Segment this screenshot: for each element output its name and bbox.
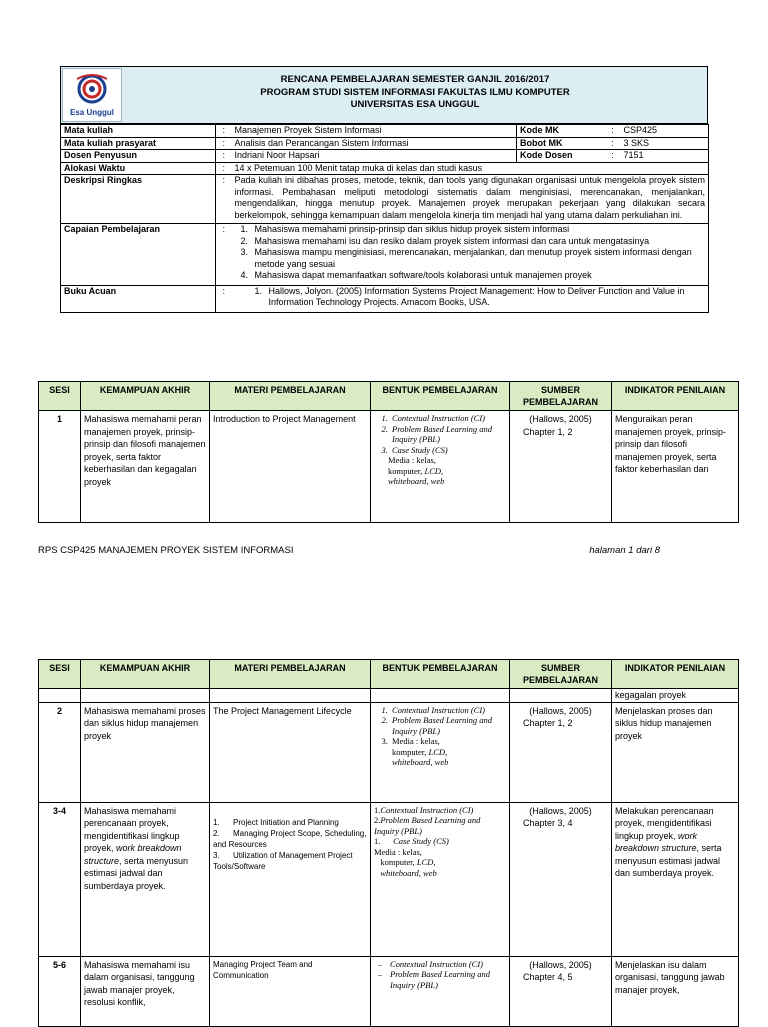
capaian-item: 2. Mahasiswa memahami isu dan resiko dalam proyek sistem informasi dan cara untuk mengatasinya [251, 236, 706, 248]
materi-cell: Managing Project Team and Communication [210, 956, 371, 1026]
info-row-capaian: Capaian Pembelajaran : 1. Mahasiswa memahami prinsip-prinsip dan siklus hidup proyek sistem informasi 2. Mahasiswa memahami isu dan resiko dalam proyek sistem informasi dan cara untuk mengatasinya 3. Mahasiswa mampu menginisiasi, merencanakan, menjalankan, dan menutup proyek sistem informasi dengan metode yang sesuai 4. Mahasiswa dapat memanfaatkan software/tools kolaborasi untuk manajemen proyek [61, 224, 709, 286]
capaian-item: 1. Mahasiswa memahami prinsip-prinsip dan siklus hidup proyek sistem informasi [251, 224, 706, 236]
esa-unggul-logo-icon [63, 69, 121, 121]
materi-cell: The Project Management Lifecycle [210, 702, 371, 802]
header-indikator: INDIKATOR PENILAIAN [612, 660, 739, 689]
buku-list [235, 286, 706, 309]
header-sumber: SUMBER PEMBELAJARAN [510, 382, 612, 411]
sumber-cell: (Hallows, 2005) Chapter 3, 4 [510, 802, 612, 956]
capaian-list [235, 224, 706, 282]
bentuk-list [374, 705, 506, 768]
sesi-number: 3-4 [39, 802, 81, 956]
bentuk-cell [371, 702, 510, 802]
university-logo [62, 68, 122, 122]
info-row-prasyarat: Mata kuliah prasyarat : Analisis dan Perancangan Sistem Informasi Bobot MK : 3 SKS [61, 137, 709, 150]
bentuk-list: 1.Contextual Instruction (CI) 2.Problem Based Learning and Inquiry (PBL) 1. Case Study (CS) [374, 804, 481, 846]
bentuk-list [374, 413, 506, 455]
sesi-table-header [39, 382, 739, 411]
course-info-table [60, 124, 709, 313]
bentuk-item: – Contextual Instruction (CI) [390, 959, 506, 970]
indikator-cell: Menjelaskan proses dan siklus hidup manajemen proyek [612, 702, 739, 802]
capaian-label: Capaian Pembelajaran [61, 224, 216, 286]
sesi-number: 1 [39, 411, 81, 523]
table-row [39, 702, 739, 802]
sesi-number: 2 [39, 702, 81, 802]
materi-item: 1. Project Initiation and Planning [213, 817, 339, 827]
sumber-cell: (Hallows, 2005) Chapter 4, 5 [510, 956, 612, 1026]
header-sesi: SESI [39, 382, 81, 411]
table-row-continuation [39, 689, 739, 703]
mata-kuliah-value: Manajemen Proyek Sistem Informasi [232, 125, 517, 138]
table-row [39, 956, 739, 1026]
header-kemampuan: KEMAMPUAN AKHIR [81, 660, 210, 689]
header-materi: MATERI PEMBELAJARAN [210, 660, 371, 689]
materi-cell [210, 802, 371, 956]
footer-page-number: halaman 1 dari 8 [589, 545, 660, 556]
capaian-item: 3. Mahasiswa mampu menginisiasi, merencanakan, menjalankan, dan menutup proyek sistem informasi dengan metode yang sesuai [251, 247, 706, 270]
header-indikator: INDIKATOR PENILAIAN [612, 382, 739, 411]
table-row [39, 802, 739, 956]
deskripsi-label: Deskripsi Ringkas [61, 175, 216, 224]
bentuk-item: 1. Contextual Instruction (CI) [390, 413, 506, 424]
sumber-cell: (Hallows, 2005) Chapter 1, 2 [510, 702, 612, 802]
page-footer [38, 545, 730, 556]
sesi-number: 5-6 [39, 956, 81, 1026]
materi-item: 3. Utilization of Management Project Tools/Software [213, 850, 353, 871]
buku-cell [232, 285, 709, 312]
capaian-item: 4. Mahasiswa dapat memanfaatkan software/tools kolaborasi untuk manajemen proyek [251, 270, 706, 282]
deskripsi-value: Pada kuliah ini dibahas proses, metode, teknik, dan tools yang digunakan organisasi untuk mengelola proyek sistem informasi. Pembahasan meliputi metodologi sistematis dalam menginisiasi, merencanakan, menjalankan, mengendalikan, hingga menutup proyek. Manajemen proyek merupakan pekerjaan yang dilakukan secara berkelompok, sehingga kemampuan dalam mengelola kinerja tim menjadi hal yang utama dalam perkuliahan ini. [232, 175, 709, 224]
indikator-cell: Menguraikan peran manajemen proyek, prinsip-prinsip dan filosofi manajemen proyek, serta faktor keberhasilan dan [612, 411, 739, 523]
footer-course: RPS CSP425 MANAJEMEN PROYEK SISTEM INFORMASI [38, 545, 294, 556]
bentuk-item: 2. Problem Based Learning and Inquiry (PBL) [390, 424, 506, 445]
media-text: Media : kelas, komputer, LCD, whiteboard, web [374, 846, 437, 878]
bentuk-list [374, 959, 506, 991]
bobot-label: Bobot MK [517, 137, 605, 150]
prasyarat-value: Analisis dan Perancangan Sistem Informasi [232, 137, 517, 150]
info-row-dosen: Dosen Penyusun : Indriani Noor Hapsari Kode Dosen : 7151 [61, 150, 709, 163]
header-bentuk: BENTUK PEMBELAJARAN [371, 660, 510, 689]
kemampuan-cell: Mahasiswa memahami proses dan siklus hidup manajemen proyek [81, 702, 210, 802]
dosen-label: Dosen Penyusun [61, 150, 216, 163]
bentuk-cell [371, 802, 510, 956]
bentuk-cell [371, 411, 510, 523]
sumber-cell: (Hallows, 2005) Chapter 1, 2 [510, 411, 612, 523]
indikator-cell: Menjelaskan isu dalam organisasi, tanggung jawab manajer proyek, [612, 956, 739, 1026]
materi-cell: Introduction to Project Management [210, 411, 371, 523]
alokasi-label: Alokasi Waktu [61, 162, 216, 175]
bentuk-item: 2. Problem Based Learning and Inquiry (PBL) [390, 715, 506, 736]
buku-item: 1. Hallows, Jolyon. (2005) Information Systems Project Management: How to Deliver Function and Value in Information Technology Projects. Amacom Books, USA. [265, 286, 706, 309]
info-row-deskripsi: Deskripsi Ringkas : Pada kuliah ini dibahas proses, metode, teknik, dan tools yang digunakan organisasi untuk mengelola proyek sistem informasi. Pembahasan meliputi metodologi sistematis dalam menginisiasi, merencanakan, menjalankan, mengendalikan, hingga menutup proyek. Manajemen proyek merupakan pekerjaan yang dilakukan secara berkelompok, sehingga kemampuan dalam mengelola kinerja tim menjadi hal yang utama dalam perkuliahan ini. [61, 175, 709, 224]
header-bentuk: BENTUK PEMBELAJARAN [371, 382, 510, 411]
sesi-table-page-2 [38, 659, 739, 1027]
bentuk-item: 3. Case Study (CS) [390, 445, 506, 456]
title-line-2: PROGRAM STUDI SISTEM INFORMASI FAKULTAS ILMU KOMPUTER [260, 86, 570, 98]
kode-mk-value: CSP425 [621, 125, 709, 138]
indikator-continuation: kegagalan proyek [612, 689, 739, 703]
info-row-buku: Buku Acuan : 1. Hallows, Jolyon. (2005) Information Systems Project Management: How to Deliver Function and Value in Information Technology Projects. Amacom Books, USA. [61, 285, 709, 312]
materi-item: 2. Managing Project Scope, Scheduling, and Resources [213, 828, 367, 849]
kode-dosen-value: 7151 [621, 150, 709, 163]
logo-text: Esa Unggul [69, 108, 115, 117]
kode-dosen-label: Kode Dosen [517, 150, 605, 163]
document-title [130, 74, 700, 112]
kode-mk-label: Kode MK [517, 125, 605, 138]
bentuk-item-media: 3. Media : kelas, komputer, LCD, whiteboard, web [390, 736, 506, 768]
sesi-table-page-1 [38, 381, 739, 523]
bobot-value: 3 SKS [621, 137, 709, 150]
info-row-mata-kuliah: Mata kuliah : Manajemen Proyek Sistem Informasi Kode MK : CSP425 [61, 125, 709, 138]
mata-kuliah-label: Mata kuliah [61, 125, 216, 138]
title-line-3: UNIVERSITAS ESA UNGGUL [350, 99, 480, 110]
info-row-alokasi: Alokasi Waktu : 14 x Petemuan 100 Menit tatap muka di kelas dan studi kasus [61, 162, 709, 175]
bentuk-item: 1. Contextual Instruction (CI) [390, 705, 506, 716]
header-sumber: SUMBER PEMBELAJARAN [510, 660, 612, 689]
kemampuan-cell: Mahasiswa memahami isu dalam organisasi, tanggung jawab manajer proyek, resolusi konflik, [81, 956, 210, 1026]
media-text: Media : kelas, komputer, LCD, whiteboard, web [388, 455, 445, 486]
dosen-value: Indriani Noor Hapsari [232, 150, 517, 163]
buku-label: Buku Acuan [61, 285, 216, 312]
alokasi-value: 14 x Petemuan 100 Menit tatap muka di kelas dan studi kasus [232, 162, 709, 175]
header-kemampuan: KEMAMPUAN AKHIR [81, 382, 210, 411]
sesi-table-header [39, 660, 739, 689]
kemampuan-cell: Mahasiswa memahami perencanaan proyek, mengidentifikasi lingkup proyek, work breakdown structure, serta menyusun estimasi jadwal dan sumberdaya proyek. [81, 802, 210, 956]
header-sesi: SESI [39, 660, 81, 689]
bentuk-item: – Problem Based Learning and Inquiry (PBL) [390, 969, 506, 990]
capaian-list-cell [232, 224, 709, 286]
title-line-1: RENCANA PEMBELAJARAN SEMESTER GANJIL 2016/2017 [280, 74, 550, 85]
table-row [39, 411, 739, 523]
indikator-cell: Melakukan perencanaan proyek, mengidentifikasi lingkup proyek, work breakdown structure, serta menyusun estimasi jadwal dan sumberdaya proyek. [612, 802, 739, 956]
prasyarat-label: Mata kuliah prasyarat [61, 137, 216, 150]
header-materi: MATERI PEMBELAJARAN [210, 382, 371, 411]
kemampuan-cell: Mahasiswa memahami peran manajemen proyek, prinsip-prinsip dan filosofi manajemen proyek, serta faktor keberhasilan dan kegagalan proyek [81, 411, 210, 523]
bentuk-cell [371, 956, 510, 1026]
